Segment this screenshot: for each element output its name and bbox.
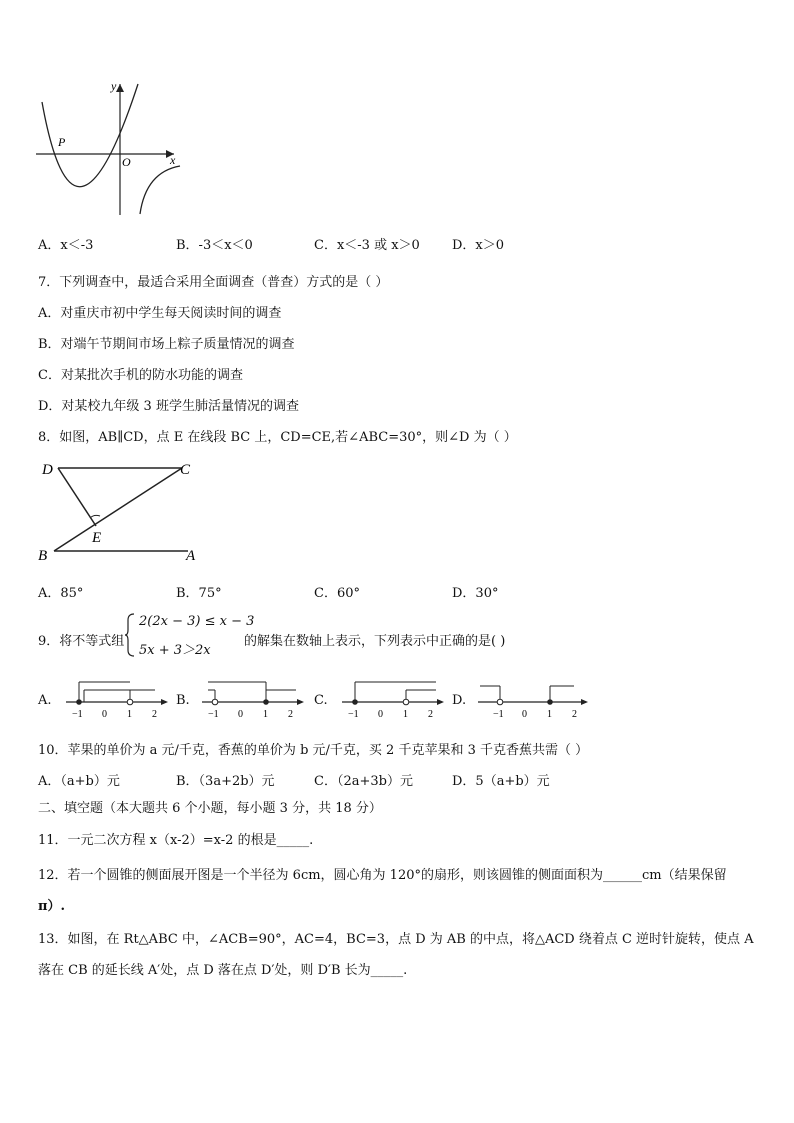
q11-stem: 11．一元二次方程 x（x-2）=x-2 的根是_____. bbox=[38, 833, 314, 848]
q10-option-c[interactable]: C．（2a+3b）元 bbox=[314, 774, 413, 789]
q6-option-a[interactable]: A．x＜-3 bbox=[38, 238, 94, 253]
label-e: E bbox=[92, 530, 102, 546]
tick-label: −1 bbox=[348, 709, 359, 720]
tick-label: 1 bbox=[547, 709, 552, 720]
q6-option-c[interactable]: C．x＜-3 或 x＞0 bbox=[314, 238, 420, 253]
q9-stem-suffix: 的解集在数轴上表示，下列表示中正确的是( ) bbox=[244, 634, 506, 649]
q9-inequality-1: 2(2x − 3) ≤ x − 3 bbox=[139, 614, 255, 629]
tick-label: 0 bbox=[102, 709, 107, 720]
q9-option-b-label[interactable]: B. bbox=[176, 693, 190, 708]
q12-stem-line2: π）. bbox=[38, 899, 66, 914]
q8-option-b[interactable]: B．75° bbox=[176, 586, 222, 601]
angle-mark-e bbox=[90, 515, 100, 518]
label-c: C bbox=[180, 462, 191, 478]
y-axis-arrow bbox=[116, 84, 124, 92]
tick-label: −1 bbox=[493, 709, 504, 720]
q9-inequality-2: 5x + 3＞2x bbox=[139, 643, 211, 658]
q10-option-a[interactable]: A．（a+b）元 bbox=[38, 774, 120, 789]
tick-label: 2 bbox=[572, 709, 577, 720]
q6-option-b[interactable]: B．-3＜x＜0 bbox=[176, 238, 253, 253]
tick-label: −1 bbox=[208, 709, 219, 720]
section-heading: 二、填空题（本大题共 6 个小题，每小题 3 分，共 18 分） bbox=[38, 801, 382, 816]
label-o: O bbox=[122, 155, 131, 169]
q10-stem: 10．苹果的单价为 a 元/千克，香蕉的单价为 b 元/千克，买 2 千克苹果和 3 千克香蕉共需（ ） bbox=[38, 743, 589, 758]
label-a: A bbox=[186, 548, 196, 564]
q6-option-d[interactable]: D．x＞0 bbox=[452, 238, 505, 253]
tick-label: 2 bbox=[288, 709, 293, 720]
q9-option-c-label[interactable]: C. bbox=[314, 693, 328, 708]
q7-option-d[interactable]: D．对某校九年级 3 班学生肺活量情况的调查 bbox=[38, 399, 299, 414]
q8-option-a[interactable]: A．85° bbox=[38, 586, 84, 601]
hyperbola-curve bbox=[140, 166, 180, 214]
number-line-b[interactable] bbox=[198, 676, 308, 720]
q9-stem-prefix: 9．将不等式组 bbox=[38, 634, 125, 649]
number-line-a[interactable] bbox=[62, 676, 172, 720]
q8-stem: 8．如图，AB∥CD，点 E 在线段 BC 上，CD=CE,若∠ABC=30°，则∠D 为（ ） bbox=[38, 430, 517, 445]
tick-label: 1 bbox=[127, 709, 132, 720]
system-brace bbox=[124, 612, 136, 658]
label-x: x bbox=[170, 153, 176, 167]
tick-label: −1 bbox=[72, 709, 83, 720]
parabola-curve bbox=[42, 84, 138, 187]
label-d: D bbox=[42, 462, 53, 478]
number-line-c[interactable] bbox=[338, 676, 448, 720]
label-y: y bbox=[111, 80, 117, 93]
tick-label: 1 bbox=[263, 709, 268, 720]
q9-option-a-label[interactable]: A. bbox=[38, 693, 52, 708]
tick-label: 0 bbox=[378, 709, 383, 720]
q12-stem-line1: 12．若一个圆锥的侧面展开图是一个半径为 6cm，圆心角为 120°的扇形，则该圆锥的侧面面积为______cm（结果保留 bbox=[38, 868, 727, 883]
tick-label: 0 bbox=[522, 709, 527, 720]
q7-option-a[interactable]: A．对重庆市初中学生每天阅读时间的调查 bbox=[38, 306, 282, 321]
tick-label: 1 bbox=[403, 709, 408, 720]
q9-option-d-label[interactable]: D. bbox=[452, 693, 467, 708]
tick-label: 0 bbox=[238, 709, 243, 720]
q8-option-c[interactable]: C．60° bbox=[314, 586, 360, 601]
label-p: P bbox=[58, 135, 66, 149]
q10-option-b[interactable]: B．（3a+2b）元 bbox=[176, 774, 275, 789]
q7-stem: 7．下列调查中，最适合采用全面调查（普查）方式的是（ ） bbox=[38, 275, 389, 290]
q8-option-d[interactable]: D．30° bbox=[452, 586, 499, 601]
tick-label: 2 bbox=[152, 709, 157, 720]
parallel-lines-figure bbox=[36, 456, 206, 564]
q7-option-c[interactable]: C．对某批次手机的防水功能的调查 bbox=[38, 368, 243, 383]
label-b: B bbox=[38, 548, 48, 564]
q13-stem-line2: 落在 CB 的延长线 A′处，点 D 落在点 D′处，则 D′B 长为_____. bbox=[38, 963, 408, 978]
q10-option-d[interactable]: D．5（a+b）元 bbox=[452, 774, 550, 789]
q7-option-b[interactable]: B．对端午节期间市场上粽子质量情况的调查 bbox=[38, 337, 295, 352]
segment-bc bbox=[54, 468, 182, 551]
number-line-d[interactable] bbox=[474, 676, 592, 720]
q13-stem-line1: 13．如图，在 Rt△ABC 中，∠ACB=90°，AC=4，BC=3，点 D 为 AB 的中点，将△ACD 绕着点 C 逆时针旋转，使点 A bbox=[38, 932, 754, 947]
tick-label: 2 bbox=[428, 709, 433, 720]
function-graph-figure bbox=[34, 80, 184, 220]
